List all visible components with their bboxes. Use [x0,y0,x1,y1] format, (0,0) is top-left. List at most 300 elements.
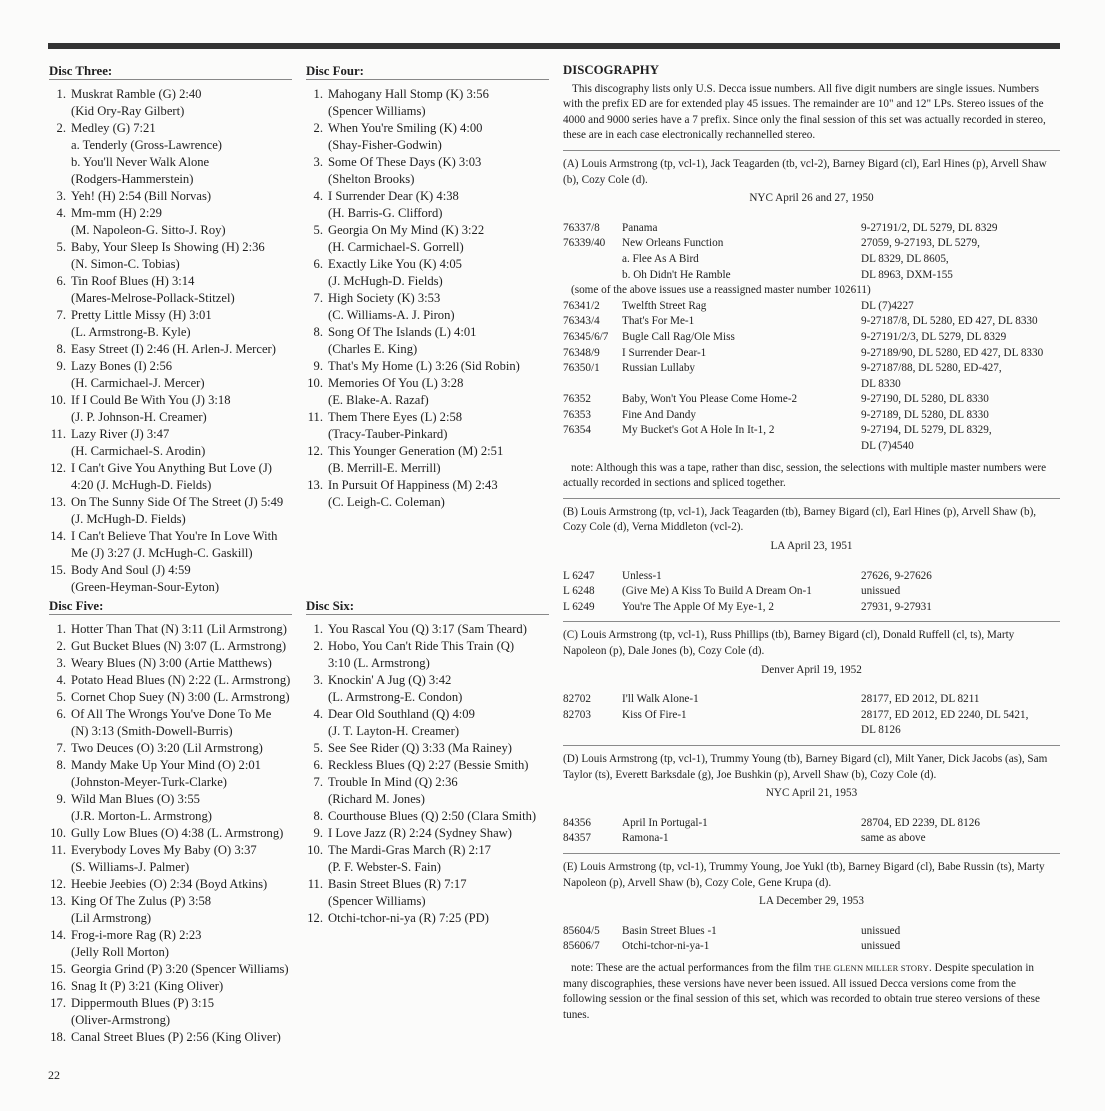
track-number: 3. [56,656,66,670]
track-number: 4. [56,673,66,687]
discography-title: DISCOGRAPHY [563,63,659,77]
track-title: Weary Blues (N) 3:00 (Artie Matthews) [71,656,272,670]
issue-numbers: unissued [861,585,901,598]
master-number: 76345/6/7 [563,330,609,343]
track-title: Song Of The Islands (L) 4:01 [328,325,477,339]
section-divider [563,150,1060,151]
track-item [49,757,292,791]
track-detail: (Charles E. King) [328,342,418,356]
issue-numbers: DL (7)4227 [861,299,914,312]
track-item [49,239,292,273]
issue-numbers: 9-27189/90, DL 5280, ED 427, DL 8330 [861,346,1044,359]
track-detail: (Jelly Roll Morton) [71,945,169,959]
track-title: Courthouse Blues (Q) 2:50 (Clara Smith) [328,809,537,823]
track-number: 11. [307,877,323,891]
track-title: High Society (K) 3:53 [328,291,441,305]
disc-five-column [49,598,292,1046]
note-text: . Despite speculation in many discographies, these versions have never been issued. All issued Decca versions come from the following session or the final session of this set, which was recorded to obtain true stereo versions of these tunes. [563,961,1040,1021]
track-number: 9. [313,826,323,840]
track-title: Dippermouth Blues (P) 3:15 [71,996,215,1010]
track-item [306,409,549,443]
disc-three-tracklist [49,86,292,596]
track-title: Two Deuces (O) 3:20 (Lil Armstrong) [71,741,263,755]
disc-six-column [306,598,549,927]
issue-numbers: 27931, 9-27931 [861,600,932,613]
track-detail: (H. Carmichael-S. Arodin) [71,444,206,458]
disc-six-tracklist [306,621,549,927]
track-title: Of All The Wrongs You've Done To Me [71,707,272,721]
master-number: L 6248 [563,585,595,598]
track-detail: (Mares-Melrose-Pollack-Stitzel) [71,291,235,305]
issue-numbers: 9-27189, DL 5280, DL 8330 [861,408,989,421]
track-title: I Love Jazz (R) 2:24 (Sydney Shaw) [328,826,512,840]
master-number: 76354 [563,424,591,437]
discography-intro: This discography lists only U.S. Decca issue numbers. All five digit numbers are single issues. Numbers with the prefix ED are for extended play 45 issues. The remainder are 10" and 12" LPs. Stereo issues of the 4000 and 9000 series have a 7 prefix. Since only the final session of this set was actually recorded in stereo, these are in each case electronically rechannelled stereo. [563,82,1046,142]
track-item [49,893,292,927]
master-number: 85606/7 [563,940,600,953]
track-detail: (J. P. Johnson-H. Creamer) [71,410,207,424]
track-number: 2. [56,639,66,653]
record-row [563,831,1060,847]
track-item [49,86,292,120]
record-row [563,361,1060,377]
track-number: 16. [50,979,66,993]
track-number: 7. [56,308,66,322]
track-number: 5. [56,240,66,254]
track-number: 1. [56,622,66,636]
track-title: Mm-mm (H) 2:29 [71,206,162,220]
track-title: Muskrat Ramble (G) 2:40 [71,87,202,101]
track-number: 10. [307,843,323,857]
track-detail: b. You'll Never Walk Alone [71,155,210,169]
track-detail: (Shay-Fisher-Godwin) [328,138,442,152]
record-row [563,299,1060,315]
track-item [306,324,549,358]
track-item [49,621,292,638]
issue-numbers: DL 8330 [861,377,901,390]
issue-numbers: unissued [861,924,901,937]
session-date: LA December 29, 1953 [758,895,864,908]
track-number: 9. [56,792,66,806]
track-item [306,290,549,324]
track-item [306,154,549,188]
track-number: 3. [56,189,66,203]
track-detail: (Johnston-Meyer-Turk-Clarke) [71,775,227,789]
track-number: 1. [313,87,323,101]
track-item [306,358,549,375]
record-row [563,268,1060,284]
track-title: Everybody Loves My Baby (O) 3:37 [71,843,257,857]
track-title: Reckless Blues (Q) 2:27 (Bessie Smith) [328,758,529,772]
track-item [306,188,549,222]
session-master-note: (some of the above issues use a reassigned master number 102611) [571,284,871,297]
track-detail: (J. T. Layton-H. Creamer) [328,724,460,738]
track-detail: (Oliver-Armstrong) [71,1013,171,1027]
track-detail: (E. Blake-A. Razaf) [328,393,429,407]
issue-numbers: 9-27187/8, DL 5280, ED 427, DL 8330 [861,315,1038,328]
master-number: 76339/40 [563,237,606,250]
track-number: 12. [307,444,323,458]
master-number: 76337/8 [563,221,600,234]
track-number: 14. [50,529,66,543]
track-number: 13. [50,894,66,908]
issue-numbers: 9-27194, DL 5279, DL 8329, [861,424,992,437]
track-detail: (H. Carmichael-S. Gorrell) [328,240,464,254]
track-item [306,876,549,910]
track-title: Trouble In Mind (Q) 2:36 [328,775,458,789]
session-date: Denver April 19, 1952 [761,663,862,676]
master-number: 76343/4 [563,315,600,328]
record-row [563,408,1060,424]
track-title: That's My Home (L) 3:26 (Sid Robin) [328,359,520,373]
track-item [49,341,292,358]
master-number: L 6247 [563,569,595,582]
track-number: 15. [50,962,66,976]
record-row [563,330,1060,346]
disc-three-title: Disc Three: [49,63,292,80]
track-number: 4. [313,707,323,721]
record-row [563,252,1060,268]
record-row [563,723,1060,739]
track-detail: 4:20 (J. McHugh-D. Fields) [71,478,212,492]
master-number: 84356 [563,816,591,829]
track-item [49,672,292,689]
track-item [306,621,549,638]
record-title: Basin Street Blues -1 [622,924,717,937]
track-detail: (Shelton Brooks) [328,172,415,186]
track-item [306,375,549,409]
track-item [49,791,292,825]
top-rule [48,43,1060,49]
track-item [49,205,292,239]
track-title: You Rascal You (Q) 3:17 (Sam Theard) [328,622,527,636]
issue-numbers: DL 8963, DXM-155 [861,268,953,281]
track-item [306,120,549,154]
track-item [49,392,292,426]
session-block [563,505,1060,616]
record-row [563,939,1060,955]
track-title: Medley (G) 7:21 [71,121,156,135]
section-divider [563,498,1060,499]
record-title: Twelfth Street Rag [622,299,707,312]
record-row [563,346,1060,362]
track-title: Basin Street Blues (R) 7:17 [328,877,467,891]
track-title: Yeh! (H) 2:54 (Bill Norvas) [71,189,212,203]
track-title: Pretty Little Missy (H) 3:01 [71,308,212,322]
issue-numbers: 27059, 9-27193, DL 5279, [861,237,980,250]
section-divider [563,745,1060,746]
record-row [563,392,1060,408]
track-number: 2. [313,639,323,653]
track-title: Exactly Like You (K) 4:05 [328,257,462,271]
master-number: 76341/2 [563,299,600,312]
track-number: 8. [56,758,66,772]
track-title: Hotter Than That (N) 3:11 (Lil Armstrong) [71,622,287,636]
disc-five-title: Disc Five: [49,598,292,615]
track-item [49,655,292,672]
track-number: 6. [56,707,66,721]
record-row [563,816,1060,832]
issue-numbers: 28177, ED 2012, ED 2240, DL 5421, [861,708,1029,721]
track-title: When You're Smiling (K) 4:00 [328,121,483,135]
record-title: Russian Lullaby [622,362,696,375]
record-title: April In Portugal-1 [622,816,708,829]
track-title: Dear Old Southland (Q) 4:09 [328,707,475,721]
issue-numbers: unissued [861,940,901,953]
track-number: 1. [56,87,66,101]
track-item [306,825,549,842]
track-detail: (Spencer Williams) [328,894,426,908]
track-item [49,426,292,460]
track-title: Canal Street Blues (P) 2:56 (King Oliver) [71,1030,281,1044]
record-row [563,924,1060,940]
record-row [563,439,1060,455]
track-title: This Younger Generation (M) 2:51 [328,444,504,458]
session-personnel: (E) Louis Armstrong (tp, vcl-1), Trummy Young, Joe Yukl (tb), Barney Bigard (cl), Babe Russin (ts), Marty Napoleon (p), Arvell Shaw (b), Cozy Cole, Gene Krupa (d). [563,860,1045,889]
track-number: 11. [307,410,323,424]
track-title: Knockin' A Jug (Q) 3:42 [328,673,452,687]
track-number: 2. [313,121,323,135]
track-number: 7. [313,775,323,789]
track-detail: (J. McHugh-D. Fields) [71,512,186,526]
track-number: 6. [313,257,323,271]
record-title: Ramona-1 [622,832,669,845]
track-number: 1. [313,622,323,636]
track-title: Wild Man Blues (O) 3:55 [71,792,200,806]
track-number: 2. [56,121,66,135]
track-title: Lazy River (J) 3:47 [71,427,170,441]
track-detail: (B. Merrill-E. Merrill) [328,461,441,475]
track-item [49,120,292,188]
record-row [563,423,1060,439]
master-number: 85604/5 [563,924,600,937]
track-detail: (S. Williams-J. Palmer) [71,860,190,874]
track-number: 6. [56,274,66,288]
issue-numbers: 27626, 9-27626 [861,569,932,582]
record-title: b. Oh Didn't He Ramble [622,268,731,281]
session-note: note: Although this was a tape, rather than disc, session, the selections with multiple master numbers were actually recorded in sections and spliced together. [563,461,1047,490]
track-title: Memories Of You (L) 3:28 [328,376,464,390]
track-item [49,689,292,706]
track-item [306,808,549,825]
track-title: Hobo, You Can't Ride This Train (Q) [328,639,515,653]
track-title: Gully Low Blues (O) 4:38 (L. Armstrong) [71,826,284,840]
disc-six-title: Disc Six: [306,598,549,615]
track-number: 9. [313,359,323,373]
track-title: Baby, Your Sleep Is Showing (H) 2:36 [71,240,265,254]
record-title: I Surrender Dear-1 [622,346,707,359]
issue-numbers: 9-27190, DL 5280, DL 8330 [861,393,989,406]
track-detail: (Rodgers-Hammerstein) [71,172,194,186]
track-item [49,494,292,528]
track-number: 12. [307,911,323,925]
note-text: note: These are the actual performances from the film [571,961,815,974]
session-block [563,752,1060,847]
issue-numbers: 9-27191/2, DL 5279, DL 8329 [861,221,998,234]
track-title: I Surrender Dear (K) 4:38 [328,189,459,203]
track-item [306,256,549,290]
disc-four-column [306,63,549,511]
record-row [563,569,1060,585]
track-title: Frog-i-more Rag (R) 2:23 [71,928,202,942]
track-detail: (P. F. Webster-S. Fain) [328,860,441,874]
track-item [49,927,292,961]
track-number: 3. [313,673,323,687]
master-number: L 6249 [563,600,595,613]
track-title: Cornet Chop Suey (N) 3:00 (L. Armstrong) [71,690,290,704]
track-detail: (C. Williams-A. J. Piron) [328,308,455,322]
section-divider [563,621,1060,622]
track-number: 17. [50,996,66,1010]
record-title: Fine And Dandy [622,408,696,421]
track-detail: (L. Armstrong-B. Kyle) [71,325,191,339]
track-detail: (Richard M. Jones) [328,792,425,806]
track-item [306,86,549,120]
track-title: Heebie Jeebies (O) 2:34 (Boyd Atkins) [71,877,268,891]
track-item [49,876,292,893]
track-title: Body And Soul (J) 4:59 [71,563,191,577]
record-title: My Bucket's Got A Hole In It-1, 2 [622,424,775,437]
track-number: 12. [50,461,66,475]
track-title: Tin Roof Blues (H) 3:14 [71,274,195,288]
track-title: See See Rider (Q) 3:33 (Ma Rainey) [328,741,512,755]
record-row [563,221,1060,237]
track-item [306,774,549,808]
track-number: 18. [50,1030,66,1044]
track-title: Snag It (P) 3:21 (King Oliver) [71,979,224,993]
track-item [306,757,549,774]
track-item [306,477,549,511]
master-number: 82702 [563,693,591,706]
session-personnel: (D) Louis Armstrong (tp, vcl-1), Trummy Young (tb), Barney Bigard (cl), Milt Yaner, Dick Jacobs (as), Sam Taylor (ts), Everett Barksdale (g), Joe Bushkin (p), Arvell Shaw (b), Cozy Cole (d). [563,752,1048,781]
record-row [563,708,1060,724]
track-title: Gut Bucket Blues (N) 3:07 (L. Armstrong) [71,639,287,653]
master-number: 84357 [563,832,591,845]
track-item [49,978,292,995]
track-title: Easy Street (I) 2:46 (H. Arlen-J. Mercer) [71,342,276,356]
master-number: 76353 [563,408,591,421]
issue-numbers: 28704, ED 2239, DL 8126 [861,816,980,829]
track-number: 8. [313,325,323,339]
issue-numbers: 9-27187/88, DL 5280, ED-427, [861,362,1002,375]
record-title: (Give Me) A Kiss To Build A Dream On-1 [622,585,812,598]
track-title: Lazy Bones (I) 2:56 [71,359,173,373]
track-detail: (H. Carmichael-J. Mercer) [71,376,205,390]
record-row [563,584,1060,600]
record-row [563,600,1060,616]
track-detail: (Kid Ory-Ray Gilbert) [71,104,185,118]
track-item [49,961,292,978]
track-number: 10. [307,376,323,390]
track-detail: (J.R. Morton-L. Armstrong) [71,809,212,823]
track-title: Georgia Grind (P) 3:20 (Spencer Williams) [71,962,289,976]
track-number: 9. [56,359,66,373]
track-detail: (C. Leigh-C. Coleman) [328,495,445,509]
issue-numbers: DL (7)4540 [861,440,914,453]
record-title: That's For Me-1 [622,315,695,328]
disc-four-tracklist [306,86,549,511]
track-item [49,740,292,757]
track-detail: (Tracy-Tauber-Pinkard) [328,427,448,441]
session-personnel: (B) Louis Armstrong (tp, vcl-1), Jack Teagarden (tb), Barney Bigard (cl), Earl Hines (p), Arvell Shaw (b), Cozy Cole (d), Verna Middleton (vcl-2). [563,505,1037,534]
track-detail: Me (J) 3:27 (J. McHugh-C. Gaskill) [71,546,253,560]
master-number: 82703 [563,708,591,721]
record-title: New Orleans Function [622,237,724,250]
track-item [306,443,549,477]
record-title: I'll Walk Alone-1 [622,693,699,706]
session-personnel: (A) Louis Armstrong (tp, vcl-1), Jack Teagarden (tb, vcl-2), Barney Bigard (cl), Earl Hines (p), Arvell Shaw (b), Cozy Cole (d). [563,157,1047,186]
track-number: 6. [313,758,323,772]
track-item [306,910,549,927]
record-row [563,236,1060,252]
track-number: 5. [313,741,323,755]
track-number: 3. [313,155,323,169]
track-title: The Mardi-Gras March (R) 2:17 [328,843,491,857]
session-note [563,961,1060,1023]
track-number: 13. [50,495,66,509]
track-number: 10. [50,393,66,407]
track-item [49,460,292,494]
track-item [49,1029,292,1046]
track-detail: (Spencer Williams) [328,104,426,118]
track-title: Potato Head Blues (N) 2:22 (L. Armstrong) [71,673,291,687]
track-number: 11. [50,427,66,441]
track-number: 4. [56,206,66,220]
film-title: THE GLENN MILLER STORY [814,962,930,973]
record-title: You're The Apple Of My Eye-1, 2 [622,600,774,613]
track-number: 4. [313,189,323,203]
track-detail: (N. Simon-C. Tobias) [71,257,180,271]
session-date: NYC April 26 and 27, 1950 [749,192,874,205]
track-title: Mahogany Hall Stomp (K) 3:56 [328,87,489,101]
track-item [306,706,549,740]
track-title: I Can't Believe That You're In Love With [71,529,278,543]
track-detail: (M. Napoleon-G. Sitto-J. Roy) [71,223,226,237]
track-title: Some Of These Days (K) 3:03 [328,155,482,169]
track-detail: (Green-Heyman-Sour-Eyton) [71,580,220,594]
discography-section [563,63,1060,1023]
track-number: 14. [50,928,66,942]
session-block [563,157,1060,492]
track-item [49,358,292,392]
track-number: 8. [313,809,323,823]
track-item [49,562,292,596]
record-row [563,314,1060,330]
track-item [49,638,292,655]
track-title: In Pursuit Of Happiness (M) 2:43 [328,478,498,492]
track-detail: (N) 3:13 (Smith-Dowell-Burris) [71,724,233,738]
track-title: Otchi-tchor-ni-ya (R) 7:25 (PD) [328,911,489,925]
track-detail: 3:10 (L. Armstrong) [328,656,430,670]
section-divider [563,853,1060,854]
track-item [49,273,292,307]
record-title: Panama [622,221,658,234]
track-number: 11. [50,843,66,857]
master-number: 76350/1 [563,362,600,375]
track-title: Mandy Make Up Your Mind (O) 2:01 [71,758,261,772]
track-number: 5. [56,690,66,704]
track-detail: a. Tenderly (Gross-Lawrence) [71,138,222,152]
issue-numbers: 28177, ED 2012, DL 8211 [861,693,980,706]
track-number: 8. [56,342,66,356]
record-row [563,377,1060,393]
record-row [563,692,1060,708]
disc-three-column [49,63,292,596]
track-item [49,842,292,876]
track-number: 12. [50,877,66,891]
session-date: NYC April 21, 1953 [765,787,858,800]
track-title: Them There Eyes (L) 2:58 [328,410,463,424]
